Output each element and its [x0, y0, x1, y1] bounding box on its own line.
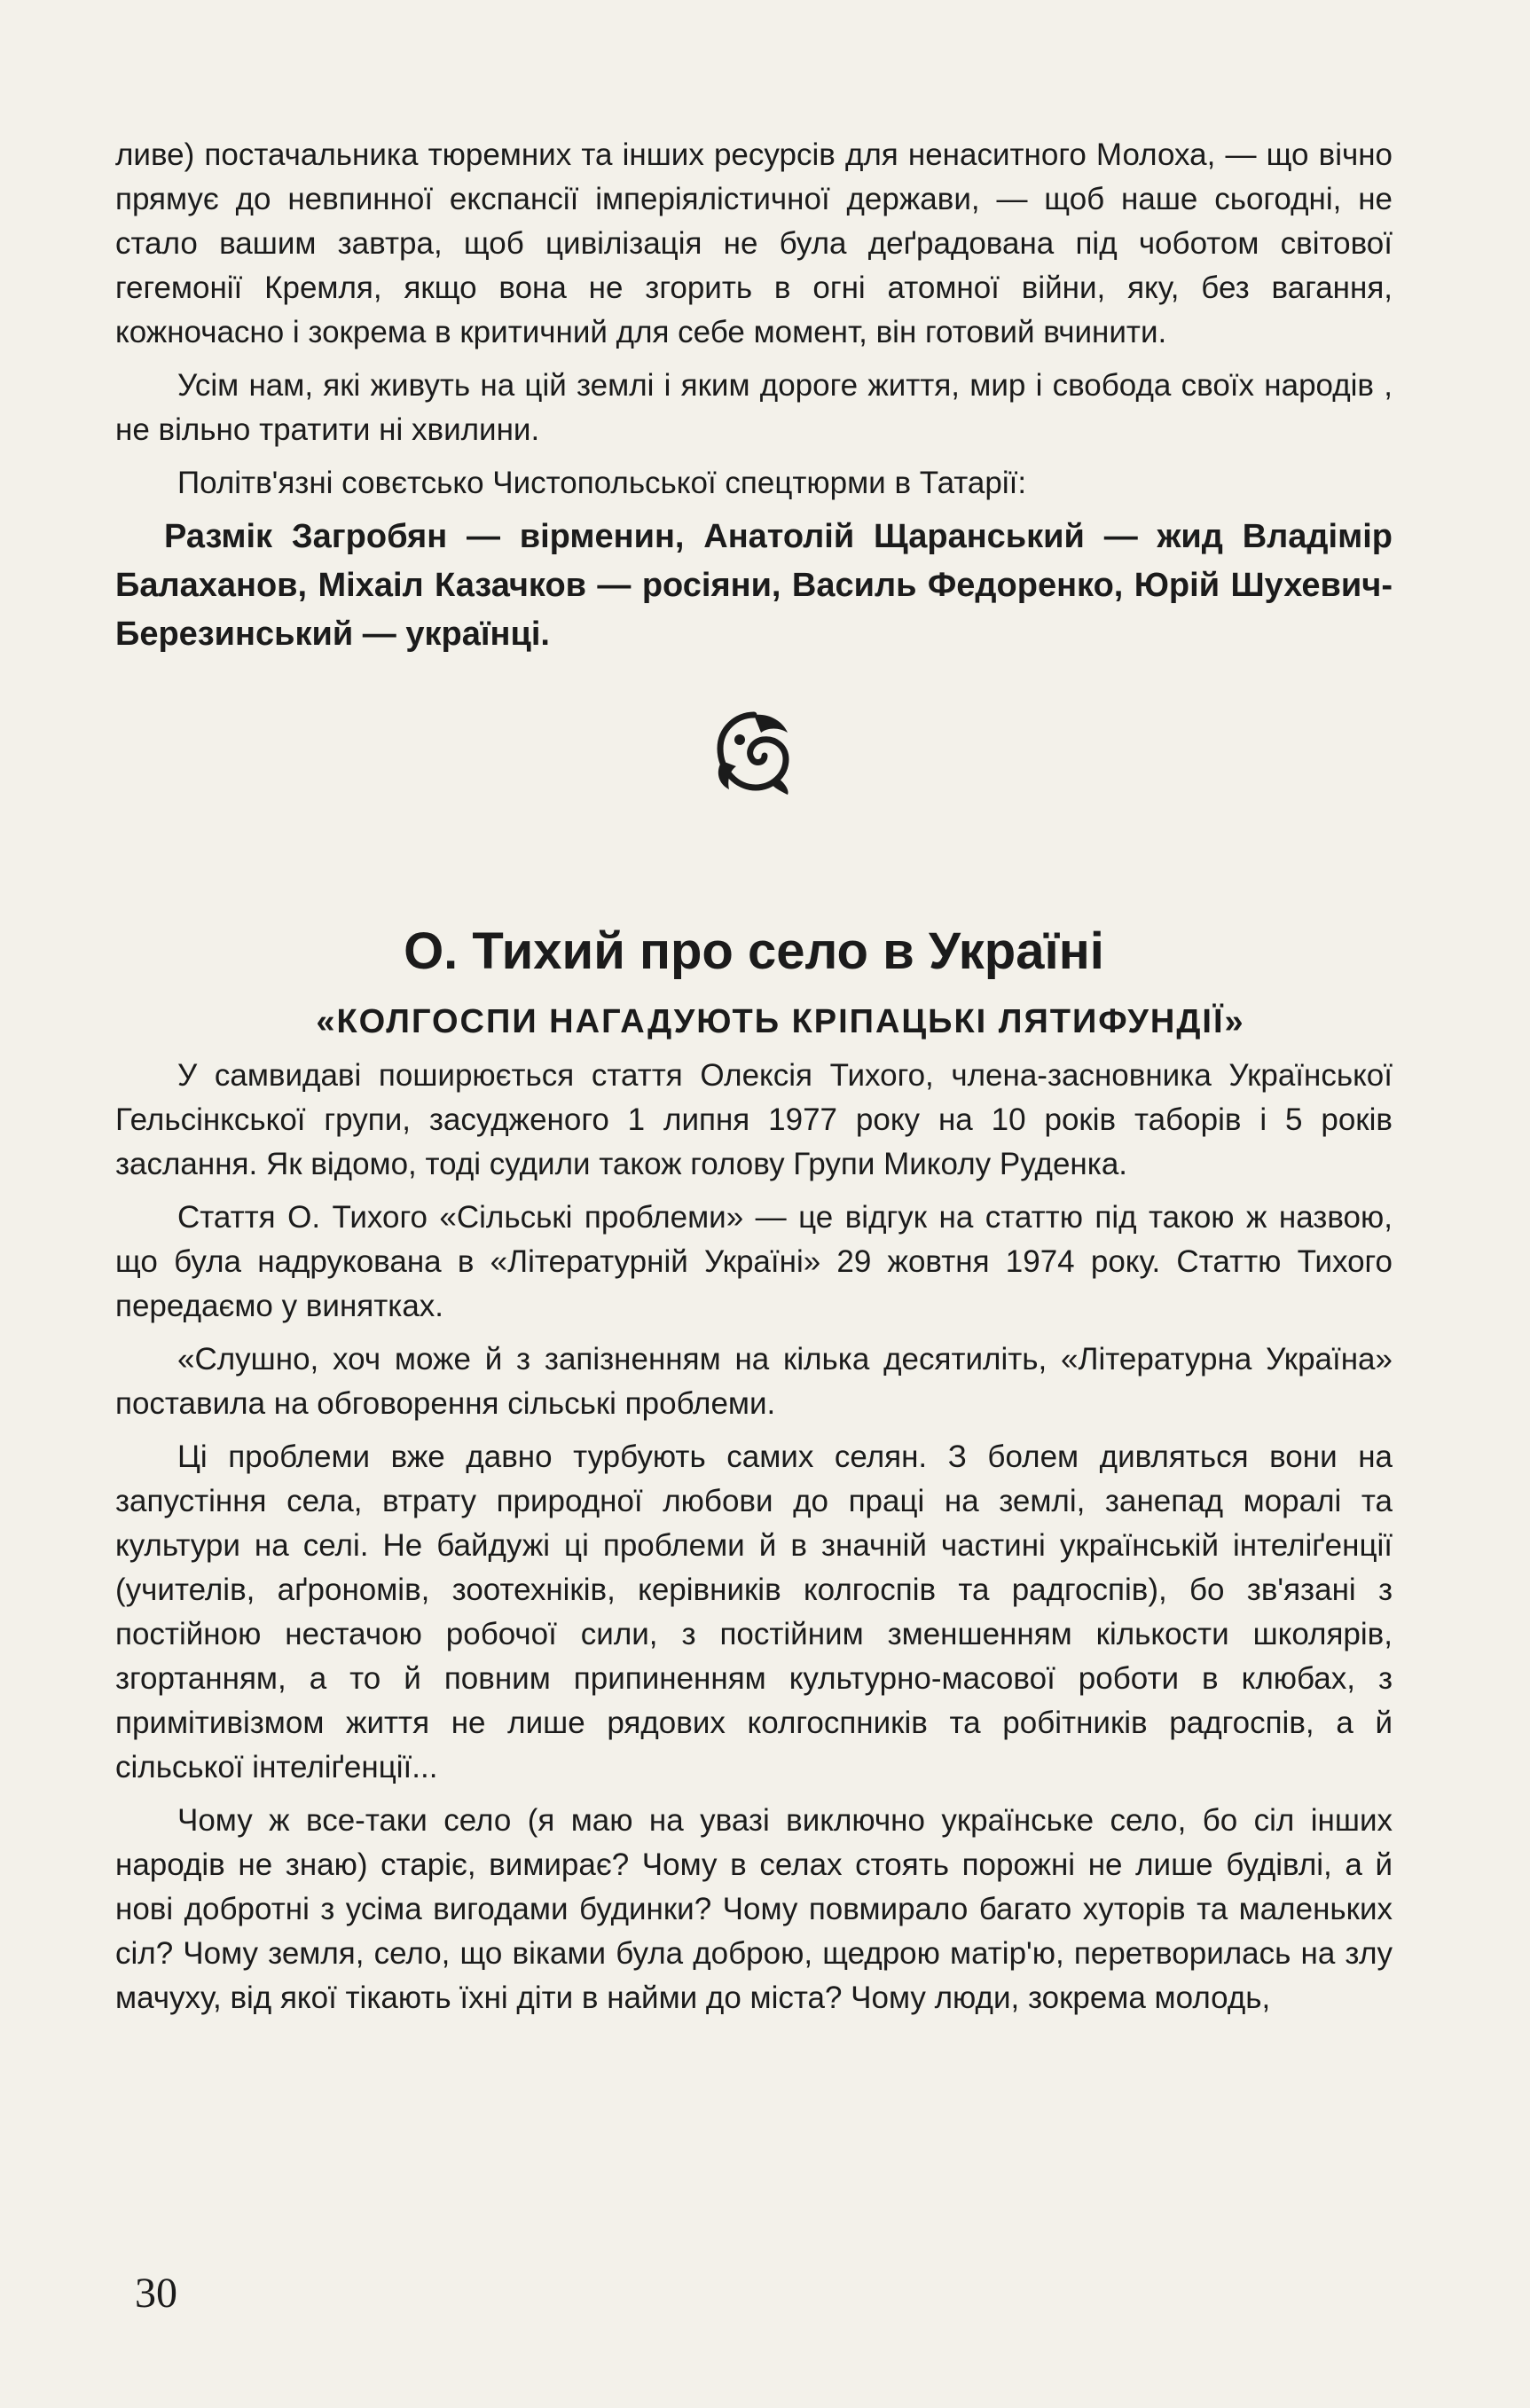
- article-title: О. Тихий про село в Україні: [404, 922, 1104, 980]
- article-paragraph: Чому ж все-таки село (я маю на увазі виключно українське село, бо сіл інших народів не знаю) старіє, вимирає? Чому в селах стоять порожні не лише будівлі, а й нові добротні з усіма вигодами будинки? Чому повмирало багато хуторів та маленьких сіл? Чому земля, село, що віками була доброю, щедрою матір'ю, перетворилась на злу мачуху, від якої тікають їхні діти в найми до міста? Чому люди, зокрема молодь,: [115, 1803, 1393, 2015]
- article-paragraph: У самвидаві поширюється стаття Олексія Тихого, члена-засновника Української Гельсінкської групи, засудженого 1 липня 1977 року на 10 років таборів і 5 років заслання. Як відомо, тоді судили також голову Групи Миколу Руденка.: [115, 1058, 1393, 1181]
- article-paragraph: Стаття О. Тихого «Сільські проблеми» — це відгук на статтю під такою ж назвою, що була надрукована в «Літературній Україні» 29 жовтня 1974 року. Статтю Тихого передаємо у винятках.: [115, 1200, 1393, 1323]
- article-body: [115, 1054, 1393, 2020]
- article-paragraph: Ці проблеми вже давно турбують самих селян. З болем дивляться вони на запустіння села, втрату природної любови до праці на землі, занепад моралі та культури на селі. Не байдужі ці проблеми й в значній частині українській інтеліґенції (учителів, аґрономів, зоотехніків, керівників колгоспів та радгоспів), бо зв'язані з постійною нестачою робочої сили, з постійним зменшенням кількости школярів, згортанням, а то й повним припиненням культурно-масової роботи в клюбах, з примітивізмом життя не лише рядових колгоспників та робітників радгоспів, а й сільської інтеліґенції...: [115, 1439, 1393, 1784]
- floral-ornament-icon: [710, 708, 798, 796]
- article-subtitle: «КОЛГОСПИ НАГАДУЮТЬ КРІПАЦЬКІ ЛЯТИФУНДІЇ»: [316, 1003, 1245, 1040]
- signers: Размік Загробян — вірменин, Анатолій Щаранський — жид Владімір Балаханов, Міхаіл Казачков — росіяни, Василь Федоренко, Юрій Шухевич-Березинський — українці.: [115, 518, 1393, 653]
- page-content: [115, 133, 1393, 2020]
- page-number: 30: [135, 2270, 177, 2317]
- article-paragraph: «Слушно, хоч може й з запізненням на кілька десятиліть, «Літературна Україна» поставила на обговорення сільські проблеми.: [115, 1342, 1393, 1421]
- top-paragraph-3: Політв'язні совєтсько Чистопольської спецтюрми в Татарії:: [177, 466, 1027, 500]
- top-paragraph-1: ливе) постачальника тюремних та інших ресурсів для ненаситного Молоха, — що вічно прямує до невпинної експансії імперіялістичної держави, — щоб наше сьогодні, не стало вашим завтра, щоб цивілізація не була деґрадована під чоботом світової гегемонії Кремля, якщо вона не згорить в огні атомної війни, яку, без вагання, кожночасно і зокрема в критичний для себе момент, він готовий вчинити.: [115, 137, 1393, 349]
- top-paragraph-2: Усім нам, які живуть на цій землі і яким дороге життя, мир і свобода своїх народів , не вільно тратити ні хвилини.: [115, 368, 1393, 447]
